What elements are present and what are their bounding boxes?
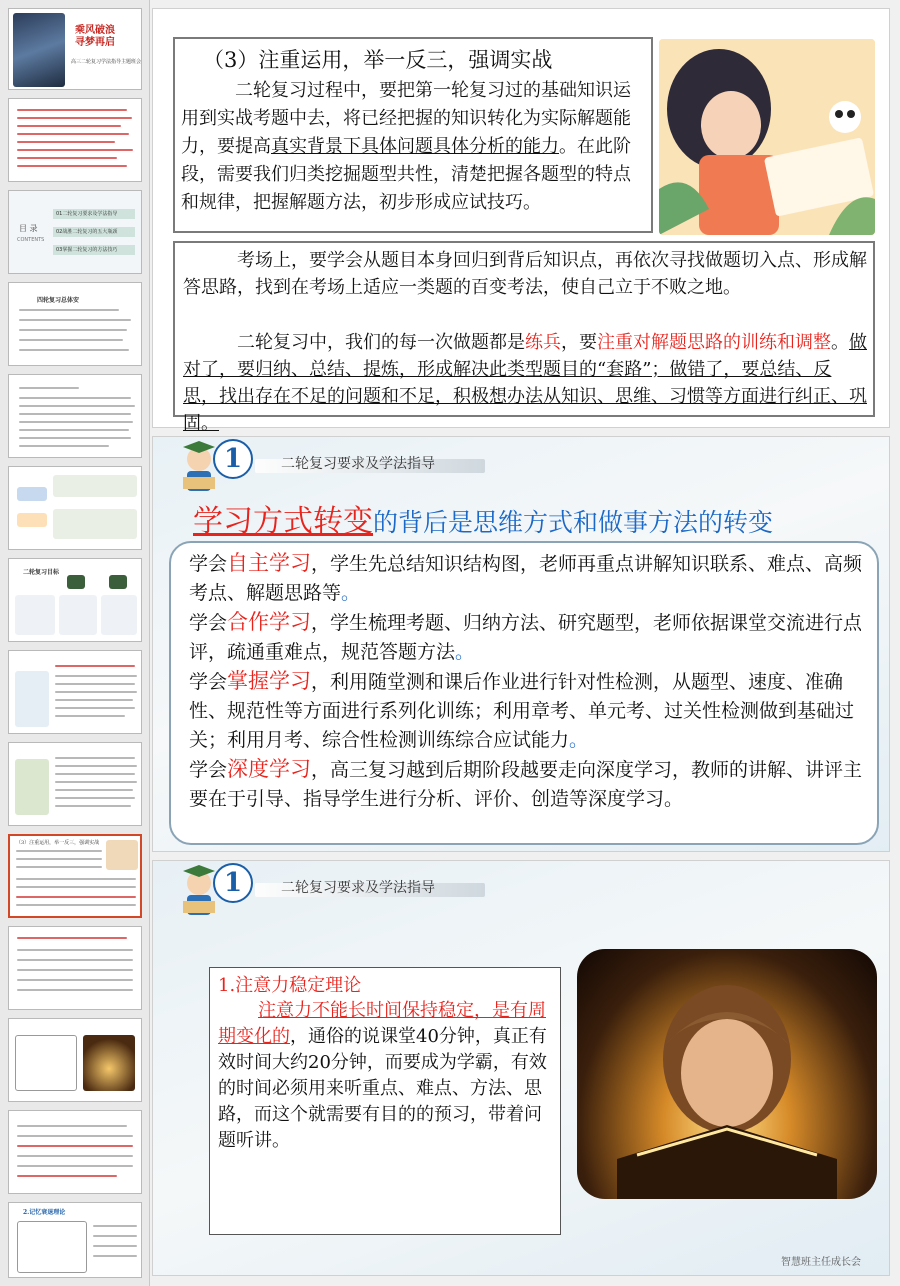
theory-title: 1.注意力稳定理论	[218, 975, 362, 996]
thumbnail-slide-10-selected[interactable]	[8, 834, 142, 918]
toc-item-3: 03掌握二轮复习的方法技巧	[53, 245, 135, 255]
thumbnail-slide-14[interactable]	[8, 1202, 142, 1278]
section-number-badge: 1	[213, 439, 253, 479]
watermark: 智慧班主任成长会	[781, 1257, 861, 1268]
thumbnail-slide-1[interactable]	[8, 8, 142, 90]
headline-rest: 的背后是思维方式和做事方法的转变	[373, 508, 774, 537]
slide-learning-methods[interactable]	[152, 436, 890, 852]
studying-girl-illustration	[659, 39, 875, 235]
thumbnail-slide-9[interactable]	[8, 742, 142, 826]
slide-attention-theory[interactable]	[152, 860, 890, 1276]
toc-item-1: 01二轮复习要求及学法指导	[53, 209, 135, 219]
theory-paragraph: 注意力不能长时间保持稳定，是有周期变化的，通俗的说课堂40分钟，真正有效时间大约20分钟，而要成为学霸，有效的时间必须用来听重点、难点、方法、思路，而这个就需要有目的的预习，带着问题听讲。	[218, 1000, 547, 1151]
theory-emphasis: 注意力不能长时间保持稳定，是有周期变化的	[218, 1000, 546, 1047]
thumbnail-title: 乘风破浪 寻梦再启	[75, 25, 115, 48]
intro-paragraph: 二轮复习过程中，要把第一轮复习过的基础知识运用到实战考题中去，将已经把握的知识转化为实际解题能力，要提高真实背景下具体问题具体分析的能力。在此阶段，需要我们归类挖掘题型共性，清楚把握各题型的特点和规律，把握解题方法，初步形成应试技巧。	[181, 80, 631, 213]
thumbnail-subtitle: 高三二轮复习学法指导主题班会	[71, 59, 142, 65]
highlight-training: 注重对解题思路的训练和调整	[597, 332, 831, 353]
slide-strategy-application[interactable]	[152, 8, 890, 434]
thumbnail-slide-13[interactable]	[8, 1110, 142, 1194]
toc-contents: CONTENTS	[17, 237, 45, 243]
headline-emphasis: 学习方式转变	[193, 504, 373, 539]
practice-paragraph: 二轮复习中，我们的每一次做题都是练兵，要注重对解题思路的训练和调整。做对了，要归纳、总结、提炼，形成解决此类型题目的“套路”；做错了，要总结、反思，找出存在不足的问题和不足，积极想办法从知识、思维、习惯等方面进行纠正、巩固。	[183, 332, 867, 434]
thumbnail-slide-2[interactable]	[8, 98, 142, 182]
thumbnail-slide-11[interactable]	[8, 926, 142, 1010]
section-heading: （3）注重运用，举一反三，强调实战	[203, 48, 553, 72]
toc-item-2: 02战胜二轮复习的五大瓶颈	[53, 227, 135, 237]
thumbnail-slide-8[interactable]	[8, 650, 142, 734]
theory-box	[209, 967, 561, 1235]
thumbnail-title: 二轮复习目标	[23, 569, 60, 576]
thumbnail-title: 四轮复习总体安	[37, 297, 80, 304]
emphasis-underline: 真实背景下具体问题具体分析的能力	[271, 136, 559, 157]
child-reading-photo	[577, 949, 877, 1199]
headline	[193, 503, 773, 542]
methods-list	[189, 549, 865, 814]
slide-thumbnail-rail[interactable]	[0, 0, 150, 1286]
methods-card	[169, 541, 879, 845]
cover-image	[13, 13, 65, 87]
exam-strategy-box	[173, 241, 875, 434]
thumbnail-title: （3）注重运用，举一反三，强调实战	[16, 840, 100, 846]
intro-text-box	[173, 37, 653, 233]
section-title: 二轮复习要求及学法指导	[281, 456, 435, 472]
method-item-self-study: 学会自主学习，学生先总结知识结构图，老师再重点讲解知识联系、难点、高频考点、解题思路等。	[189, 551, 863, 604]
toc-label: 目 录	[19, 224, 38, 233]
thumbnail-slide-7[interactable]	[8, 558, 142, 642]
highlight-practice: 练兵	[525, 332, 561, 353]
exam-paragraph: 考场上，要学会从题目本身回归到背后知识点，再依次寻找做题切入点、形成解答思路，找到在考场上适应一类题的百变考法，使自己立于不败之地。	[183, 250, 867, 298]
thumbnail-title: 2.记忆衰退理论	[23, 1209, 66, 1216]
method-item-cooperative: 学会合作学习，学生梳理考题、归纳方法、研究题型，老师依据课堂交流进行点评，疏通重难点，规范答题方法。	[189, 610, 863, 663]
thumbnail-slide-3[interactable]	[8, 190, 142, 274]
thumbnail-slide-4[interactable]	[8, 282, 142, 366]
method-item-deep: 学会深度学习，高三复习越到后期阶段越要走向深度学习，教师的讲解、讲评主要在于引导、指导学生进行分析、评价、创造等深度学习。	[189, 757, 863, 810]
section-title: 二轮复习要求及学法指导	[281, 880, 435, 896]
thumbnail-slide-5[interactable]	[8, 374, 142, 458]
thumbnail-slide-6[interactable]	[8, 466, 142, 550]
thumbnail-slide-12[interactable]	[8, 1018, 142, 1102]
method-item-mastery: 学会掌握学习，利用随堂测和课后作业进行针对性检测，从题型、速度、准确性、规范性等方面进行系列化训练；利用章考、单元考、过关性检测做到基础过关；利用月考、综合性检测训练综合应试能力。	[189, 669, 855, 751]
emphasis-underline: 做对了，要归纳、总结、提炼，形成解决此类型题目的“套路”；做错了，要总结、反思，找出存在不足的问题和不足，积极想办法从知识、思维、习惯等方面进行纠正、巩固。	[183, 332, 867, 434]
section-number-badge: 1	[213, 863, 253, 903]
